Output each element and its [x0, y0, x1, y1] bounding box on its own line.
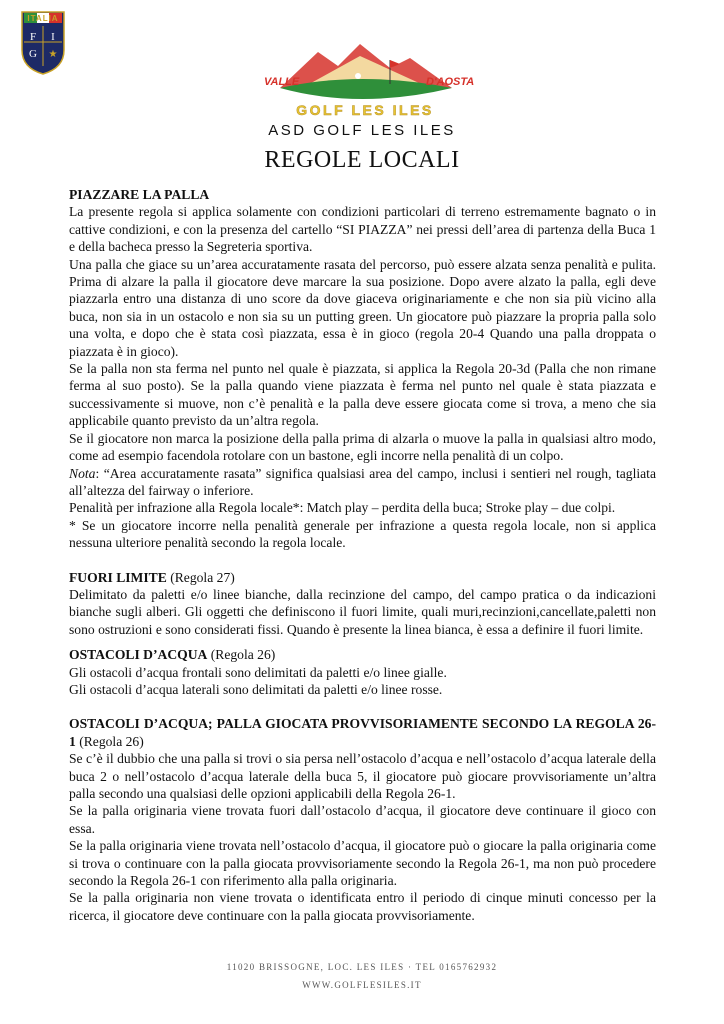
paragraph: Gli ostacoli d’acqua laterali sono delimitati da paletti e/o linee rosse. — [69, 681, 443, 697]
paragraph: Se la palla originaria viene trovata nell’ostacolo d’acqua, il giocatore può o giocare la palla originaria come si trova o continuare con la palla giocata provvisoriamente secondo la Regola 26-1, ma non può procedere secondo la Regola 26-1 con riferimento alla palla originaria. — [69, 838, 656, 889]
badge-top-text: ITALIA — [27, 14, 59, 23]
ostacoli-ref: (Regola 26) — [207, 647, 276, 663]
section-title-ostacoli — [69, 646, 656, 663]
paragraph: Se il giocatore non marca la posizione della palla prima di alzarla o muove la palla in qualsiasi altro modo, come ad esempio facendola rotolare con un bastone, egli incorre nella penalità di un colpo. — [69, 430, 656, 464]
section-title-piazzare: PIAZZARE LA PALLA — [69, 187, 210, 202]
svg-text:★: ★ — [48, 49, 58, 60]
logo-golf-les-iles: GOLF LES ILES — [296, 102, 434, 118]
fuori-title: FUORI LIMITE — [69, 569, 167, 585]
nota-text: : “Area accuratamente rasata” significa qualsiasi area del campo, inclusi i sentieri nel rough, tagliata all’altezza del fairway o inferiore. — [69, 465, 656, 498]
section-title-fuori-limite — [69, 569, 656, 586]
page-title: REGOLE LOCALI — [264, 147, 460, 173]
paragraph: * Se un giocatore incorre nella penalità generale per infrazione a questa regola locale, non si applica nessuna ulteriore penalità secondo la regola locale. — [69, 517, 656, 551]
badge-letter-i: I — [51, 31, 55, 43]
logo-valle: VALLE — [264, 76, 300, 88]
footer-address: 11020 BRISSOGNE, LOC. LES ILES · TEL 0165762932 — [226, 962, 498, 972]
paragraph: La presente regola si applica solamente con condizioni particolari di terreno estremamente bagnato o in cattive condizioni, e con la presenza del cartello “SI PIAZZA” nei pressi dell’area di partenza della Buca 1 e della bacheca presso la Segreteria sportiva. — [69, 204, 656, 255]
footer-website: WWW.GOLFLESILES.IT — [302, 980, 422, 990]
ostacoli-title: OSTACOLI D’ACQUA — [69, 647, 208, 663]
badge-letter-f: F — [29, 31, 37, 43]
provvisoria-title: OSTACOLI D’ACQUA; PALLA GIOCATA PROVVISORIAMENTE SECONDO LA REGOLA 26-1 — [69, 716, 656, 749]
paragraph: Se c’è il dubbio che una palla si trovi o sia persa nell’ostacolo d’acqua e nell’ostacolo d’acqua laterale della buca 2 o nell’ostacolo d’acqua laterale della buca 5, il giocatore può giocare provvisoriamente un’altra palla secondo una qualsiasi delle opzioni applicabili della Regola 26-1. — [69, 751, 656, 801]
paragraph: Penalità per infrazione alla Regola locale*: Match play – perdita della buca; Stroke play – due colpi. — [69, 500, 616, 516]
nota-label: Nota — [69, 465, 96, 481]
golf-les-iles-logo — [240, 40, 490, 120]
nota-paragraph — [69, 465, 656, 500]
logo-daosta: D'AOSTA — [426, 76, 475, 88]
paragraph: Se la palla originaria non viene trovata o identificata entro il periodo di cinque minuti concesso per la ricerca, il giocatore deve continuare con la palla giocata provvisoriamente. — [69, 890, 656, 923]
section-title-provvisoria — [69, 715, 656, 750]
fuori-ref: (Regola 27) — [166, 569, 235, 585]
paragraph: Gli ostacoli d’acqua frontali sono delimitati da paletti e/o linee gialle. — [69, 664, 447, 680]
paragraph: Se la palla non sta ferma nel punto nel quale è piazzata, si applica la Regola 20-3d (Palla che non rimane ferma al suo posto). Se la palla quando viene piazzata è ferma nel punto nel quale è stata piazzata e successivamente si muove, non c’è penalità e la palla deve essere giocata come si trova, a meno che sia applicabile quanto previsto da un’altra regola. — [69, 361, 656, 429]
provvisoria-ref: (Regola 26) — [75, 733, 144, 749]
badge-letter-g: G — [29, 48, 37, 60]
paragraph: Una palla che giace su un’area accuratamente rasata del percorso, può essere alzata senza penalità e pulita. Prima di alzare la palla il giocatore deve marcare la sua posizione. Dopo avere alzato la palla, egli deve piazzarla entro una distanza di uno score da dove giaceva originariamente e che non sia più vicino alla buca, non sia in un ostacolo e non sia su un putting green. Un giocatore può piazzare la propria palla solo una volta, e dopo che è stata così piazzata, essa è in gioco (regola 20-4 Quando una palla droppata o piazzata è in gioco). — [69, 256, 656, 359]
fig-badge-logo — [20, 10, 66, 76]
paragraph: Se la palla originaria viene trovata fuori dall’ostacolo d’acqua, il giocatore deve continuare il gioco con essa. — [69, 803, 656, 836]
document-body — [69, 186, 656, 924]
organization-name: ASD GOLF LES ILES — [268, 122, 456, 139]
paragraph: Delimitato da paletti e/o linee bianche, dalla recinzione del campo, del campo pratica o da indicazioni bianche sugli alberi. Gli oggetti che definiscono il fuori limite, quali muri,recinzioni,cancellate,paletti non sono ostruzioni e sono considerati fissi. Quando è presente la linea bianca, è essa a definire il fuori limite. — [69, 586, 656, 637]
